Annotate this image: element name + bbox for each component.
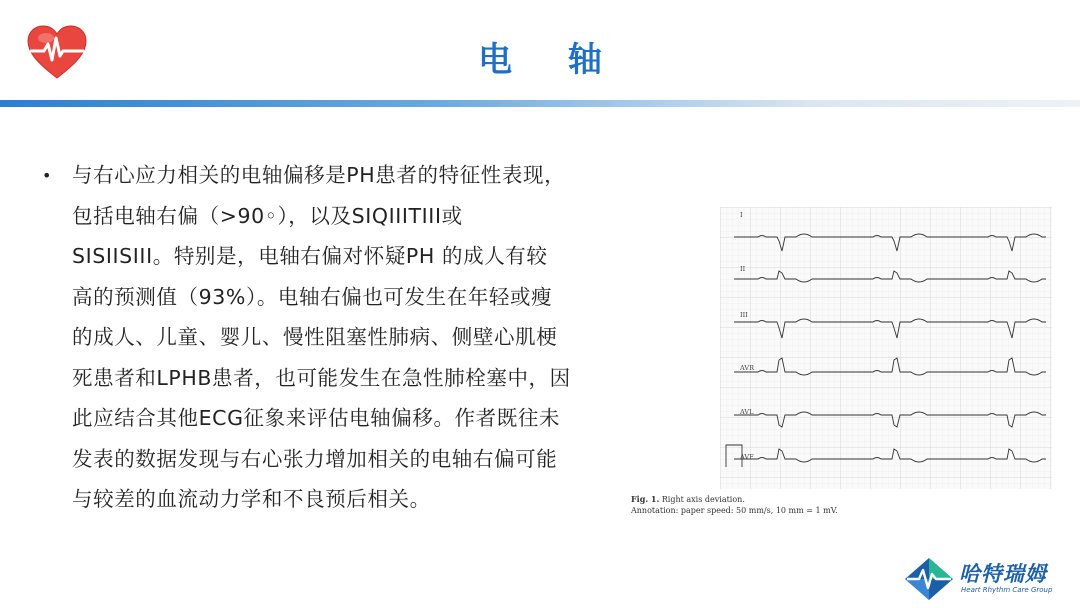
- lead-label: I: [740, 211, 743, 219]
- lead-label: AVF: [740, 453, 754, 461]
- paragraph-line: 与右心应力相关的电轴偏移是PH患者的特征性表现，: [72, 163, 566, 187]
- paragraph-line: 的成人、儿童、婴儿、慢性阻塞性肺病、侧壁心肌梗: [72, 325, 558, 349]
- figure-caption: [631, 494, 838, 516]
- bullet-paragraph: [72, 155, 597, 520]
- caption-title: Right axis deviation.: [661, 495, 745, 504]
- lead-label: AVR: [740, 364, 754, 372]
- paragraph-line: 高的预测值（93%）。电轴右偏也可发生在年轻或瘦: [72, 284, 553, 309]
- caption-note: Annotation: paper speed: 50 mm/s, 10 mm = 1 mV.: [631, 506, 838, 515]
- paragraph-line: 包括电轴右偏（>90◦），以及SIQIIITIII或: [72, 203, 463, 228]
- diamond-ecg-logo-icon: [903, 556, 955, 602]
- ecg-tracing-figure: [720, 207, 1052, 489]
- caption-label: Fig. 1.: [631, 494, 660, 504]
- lead-label: II: [740, 265, 746, 273]
- header-divider: [0, 100, 1080, 107]
- brand-name-cn: 哈特瑞姆: [959, 562, 1047, 586]
- paragraph-line: SISIISIII。特别是，电轴右偏对怀疑PH 的成人有较: [72, 244, 548, 268]
- paragraph-line: 发表的数据发现与右心张力增加相关的电轴右偏可能: [72, 446, 558, 471]
- lead-label: III: [740, 311, 748, 319]
- paragraph-line: 此应结合其他ECG征象来评估电轴偏移。作者既往未: [72, 406, 561, 430]
- brand-name-en: Heart Rhythm Care Group: [961, 586, 1053, 594]
- paragraph-line: 与较差的血流动力学和不良预后相关。: [72, 487, 431, 511]
- page-title: 电 轴: [478, 40, 624, 80]
- paragraph-line: 死患者和LPHB患者，也可能发生在急性肺栓塞中，因: [72, 365, 571, 390]
- brand-logo: [903, 556, 1061, 602]
- lead-label: AVL: [740, 408, 754, 416]
- bullet-marker: •: [42, 166, 52, 185]
